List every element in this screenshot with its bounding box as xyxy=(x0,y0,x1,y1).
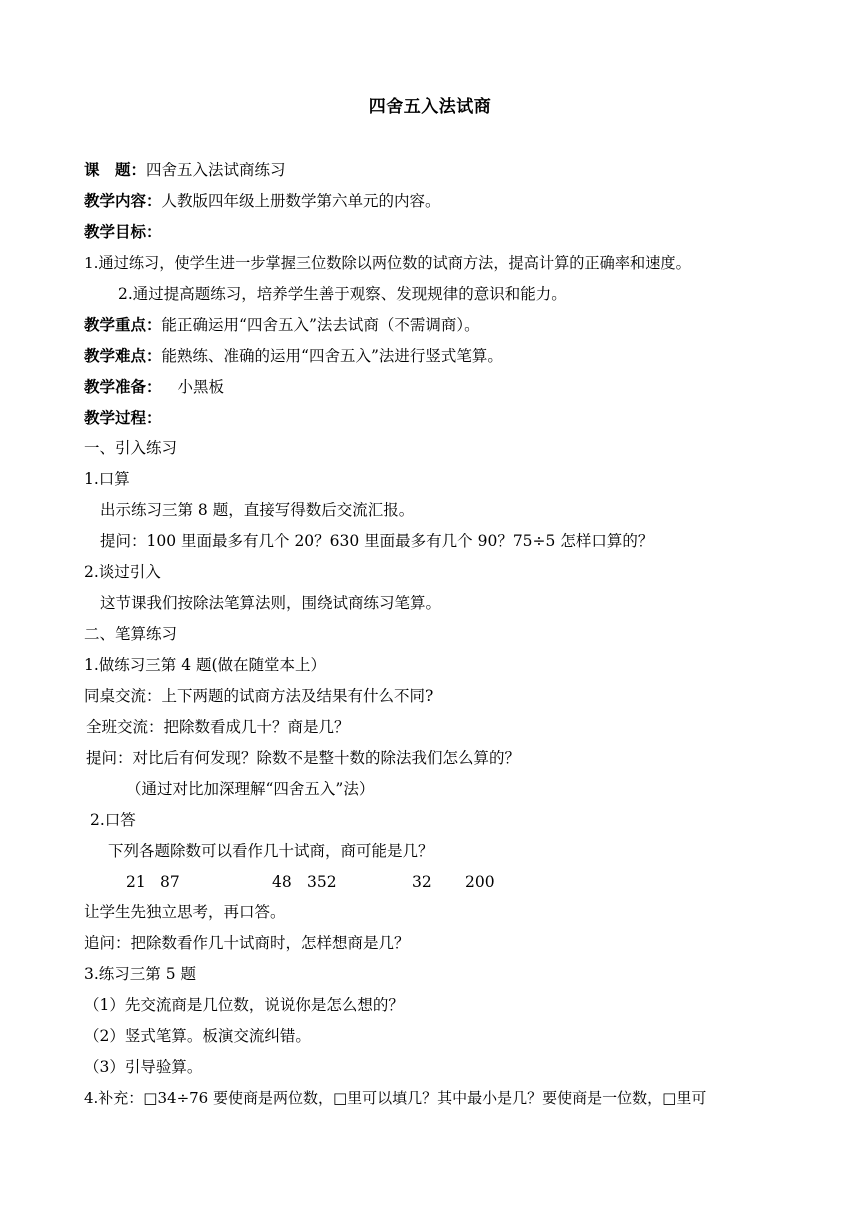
section1-item1-line-2: 提问：100 里面最多有几个 20？630 里面最多有几个 90？75÷5 怎样口算的？ xyxy=(100,532,654,550)
preparation-value: 小黑板 xyxy=(177,378,225,396)
section1-heading: 一、引入练习 xyxy=(84,439,178,457)
preparation-label: 教学准备： xyxy=(84,377,162,396)
section1-item1-title: 1.口算 xyxy=(84,470,130,488)
section2-item2-line-1: 让学生先独立思考，再口答。 xyxy=(84,903,286,921)
section2-item3-line-3: （3）引导验算。 xyxy=(84,1058,203,1076)
goals-label: 教学目标： xyxy=(84,222,162,241)
number-48: 48 xyxy=(272,873,292,891)
section1-item2-title: 2.谈过引入 xyxy=(84,563,161,581)
subject-line xyxy=(84,160,286,180)
key-point-label: 教学重点： xyxy=(84,315,162,334)
section2-item3-title: 3.练习三第 5 题 xyxy=(84,965,197,983)
preparation-line xyxy=(84,377,224,397)
goal-item-2: 2.通过提高题练习，培养学生善于观察、发现规律的意识和能力。 xyxy=(118,285,567,303)
section2-heading: 二、笔算练习 xyxy=(84,625,178,643)
section2-item2-prompt: 下列各题除数可以看作几十试商，商可能是几？ xyxy=(108,842,434,860)
section1-item1-line-1: 出示练习三第 8 题，直接写得数后交流汇报。 xyxy=(100,501,415,519)
section2-item1-line-3: 提问：对比后有何发现？除数不是整十数的除法我们怎么算的？ xyxy=(86,749,521,767)
number-87: 87 xyxy=(160,873,180,891)
goal-item-1: 1.通过练习，使学生进一步掌握三位数除以两位数的试商方法，提高计算的正确率和速度。 xyxy=(84,254,691,272)
key-point-line xyxy=(84,315,480,335)
content-line xyxy=(84,191,441,211)
section2-item4-line: 4.补充：□34÷76 要使商是两位数，□里可以填几？其中最小是几？要使商是一位数，□里可 xyxy=(84,1089,707,1107)
section2-item2-title: 2.口答 xyxy=(90,811,136,829)
difficulty-value: 能熟练、准确的运用“四舍五入”法进行竖式笔算。 xyxy=(161,347,503,365)
section2-item1-title: 1.做练习三第 4 题(做在随堂本上） xyxy=(84,656,327,674)
section2-item3-line-2: （2）竖式笔算。板演交流纠错。 xyxy=(84,1027,311,1045)
section1-item2-line-1: 这节课我们按除法笔算法则，围绕试商练习笔算。 xyxy=(100,594,442,612)
content-label: 教学内容： xyxy=(84,191,162,210)
subject-label: 课 题： xyxy=(84,160,147,179)
number-21: 21 xyxy=(126,873,146,891)
subject-value: 四舍五入法试商练习 xyxy=(146,161,286,179)
difficulty-line xyxy=(84,346,503,366)
key-point-value: 能正确运用“四舍五入”法去试商（不需调商）。 xyxy=(161,316,480,334)
document-title: 四舍五入法试商 xyxy=(368,97,492,117)
section2-item1-line-4: （通过对比加深理解“四舍五入”法） xyxy=(126,780,375,798)
process-label: 教学过程： xyxy=(84,408,162,427)
number-32: 32 xyxy=(412,873,432,891)
number-200: 200 xyxy=(465,873,495,891)
number-352: 352 xyxy=(307,873,337,891)
section2-item1-line-2: 全班交流：把除数看成几十？商是几？ xyxy=(86,718,350,736)
section2-item3-line-1: （1）先交流商是几位数，说说你是怎么想的？ xyxy=(84,996,404,1014)
content-value: 人教版四年级上册数学第六单元的内容。 xyxy=(161,192,441,210)
section2-item1-line-1: 同桌交流：上下两题的试商方法及结果有什么不同? xyxy=(84,687,434,705)
section2-item2-line-2: 追问：把除数看作几十试商时，怎样想商是几？ xyxy=(84,934,410,952)
difficulty-label: 教学难点： xyxy=(84,346,162,365)
